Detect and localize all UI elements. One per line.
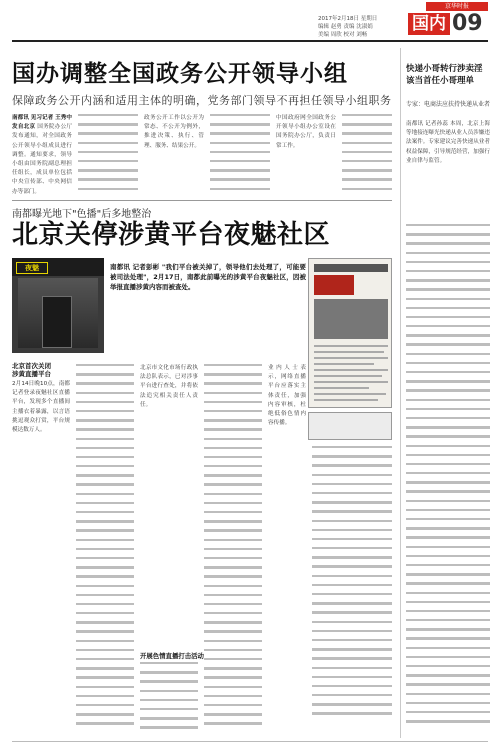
- photo-sign-text: 夜魅: [16, 262, 48, 274]
- story2-lead: 南都讯 记者彭彬 "我们平台被关掉了，领导他们去处理了，可能要被司法处理"，2月17日，南都此前曝光的涉黄平台夜魅社区，因被举报直播涉黄内容而被查处。: [110, 263, 306, 291]
- story2-screenshot-image: [308, 258, 392, 408]
- story1-column-6: [342, 114, 392, 198]
- story2-screenshot-caption: [308, 412, 392, 440]
- editor-line-2: 美编 周欣 校对 刘畅: [318, 32, 368, 38]
- masthead: [0, 0, 499, 40]
- story1-byline: 南都讯 见习记者 王秀中 发自北京: [12, 115, 72, 131]
- story2-photo: [12, 258, 104, 353]
- newspaper-logo: 京华时报: [426, 2, 488, 11]
- story2-left-subhead-1: 北京首次关闭: [12, 362, 51, 370]
- story2-column-5: [268, 364, 306, 736]
- story2-column-3: [140, 364, 198, 644]
- story2-kicker: 南都曝光地下"色播"后多地整治: [12, 209, 152, 220]
- date-line: 2017年2月18日 星期日: [318, 16, 378, 22]
- story1-column-1: [12, 114, 72, 198]
- editor-line: 编辑 赵勇 责编 沈淑娟: [318, 24, 373, 30]
- story2-left-subhead-2: 涉黄直播平台: [12, 370, 51, 378]
- sidebar-column-text: [406, 224, 490, 736]
- story1-column-4: [210, 114, 270, 198]
- sidebar-subhead: 专家：电商法应扶持快递从业者: [406, 101, 491, 108]
- story1-body-3: 中国政府网全国政务公开领导小组办公室设在国务院办公厅，负责日常工作。: [276, 115, 336, 149]
- story1-headline: 国办调整全国政务公开领导小组: [12, 61, 348, 87]
- story1-body-1: 国务院办公厅发布通知，对全国政务公开领导小组成员进行调整。通知要求，领导小组由国务院副总理担任组长，成员单位包括中央宣传部、中央网信办等部门。: [12, 124, 72, 195]
- sidebar-rule: [400, 48, 401, 738]
- masthead-rule: [12, 40, 488, 42]
- story2-column-6: [312, 446, 392, 736]
- story2-mid-subhead: 开展色情直播打击活动: [140, 652, 204, 660]
- story2-column-3b: [140, 662, 198, 736]
- story2-body-c: 业内人士表示，网络直播平台应落实主体责任，加强内容审核，杜绝低俗色情内容传播。: [268, 365, 306, 427]
- story2-headline: 北京关停涉黄平台夜魅社区: [12, 220, 331, 250]
- story2-body-a: 2月14日晚10点，南都记者登录夜魅社区直播平台，发现多个直播间主播衣着暴露，以言语挑逗观众打赏，平台规模达数万人。: [12, 381, 70, 434]
- sidebar-body: [406, 120, 490, 220]
- story1-column-2: [78, 114, 138, 198]
- page-number: 09: [452, 11, 483, 36]
- story1-column-3: [144, 114, 204, 198]
- story2-column-1: [12, 380, 70, 736]
- story1-column-5: [276, 114, 336, 198]
- sidebar-body-text: 南都讯 记者孙蕊 本周，北京上海等地接连曝光快递从业人员涉嫌违法案件。专家建议完善快递从业者权益保障，引导规范经营，加强行业自律与监管。: [406, 121, 490, 164]
- story-divider: [12, 200, 392, 201]
- story1-body-2: 政务公开工作以公开为常态、不公开为例外，推进决策、执行、管理、服务、结果公开。: [144, 115, 204, 149]
- story1-subhead: 保障政务公开内涵和适用主体的明确，党务部门领导不再担任领导小组职务: [12, 94, 392, 107]
- section-label: 国内: [408, 13, 450, 35]
- story2-column-4: [204, 364, 262, 736]
- footer-rule: [12, 741, 488, 742]
- sidebar-title: 快递小哥转行涉卖淫该当首任小哥理单: [406, 64, 483, 86]
- story2-body-b: 北京市文化市场行政执法总队表示，已对涉事平台进行查处，并将依法追究相关责任人责任。: [140, 365, 198, 408]
- story2-column-2: [76, 364, 134, 736]
